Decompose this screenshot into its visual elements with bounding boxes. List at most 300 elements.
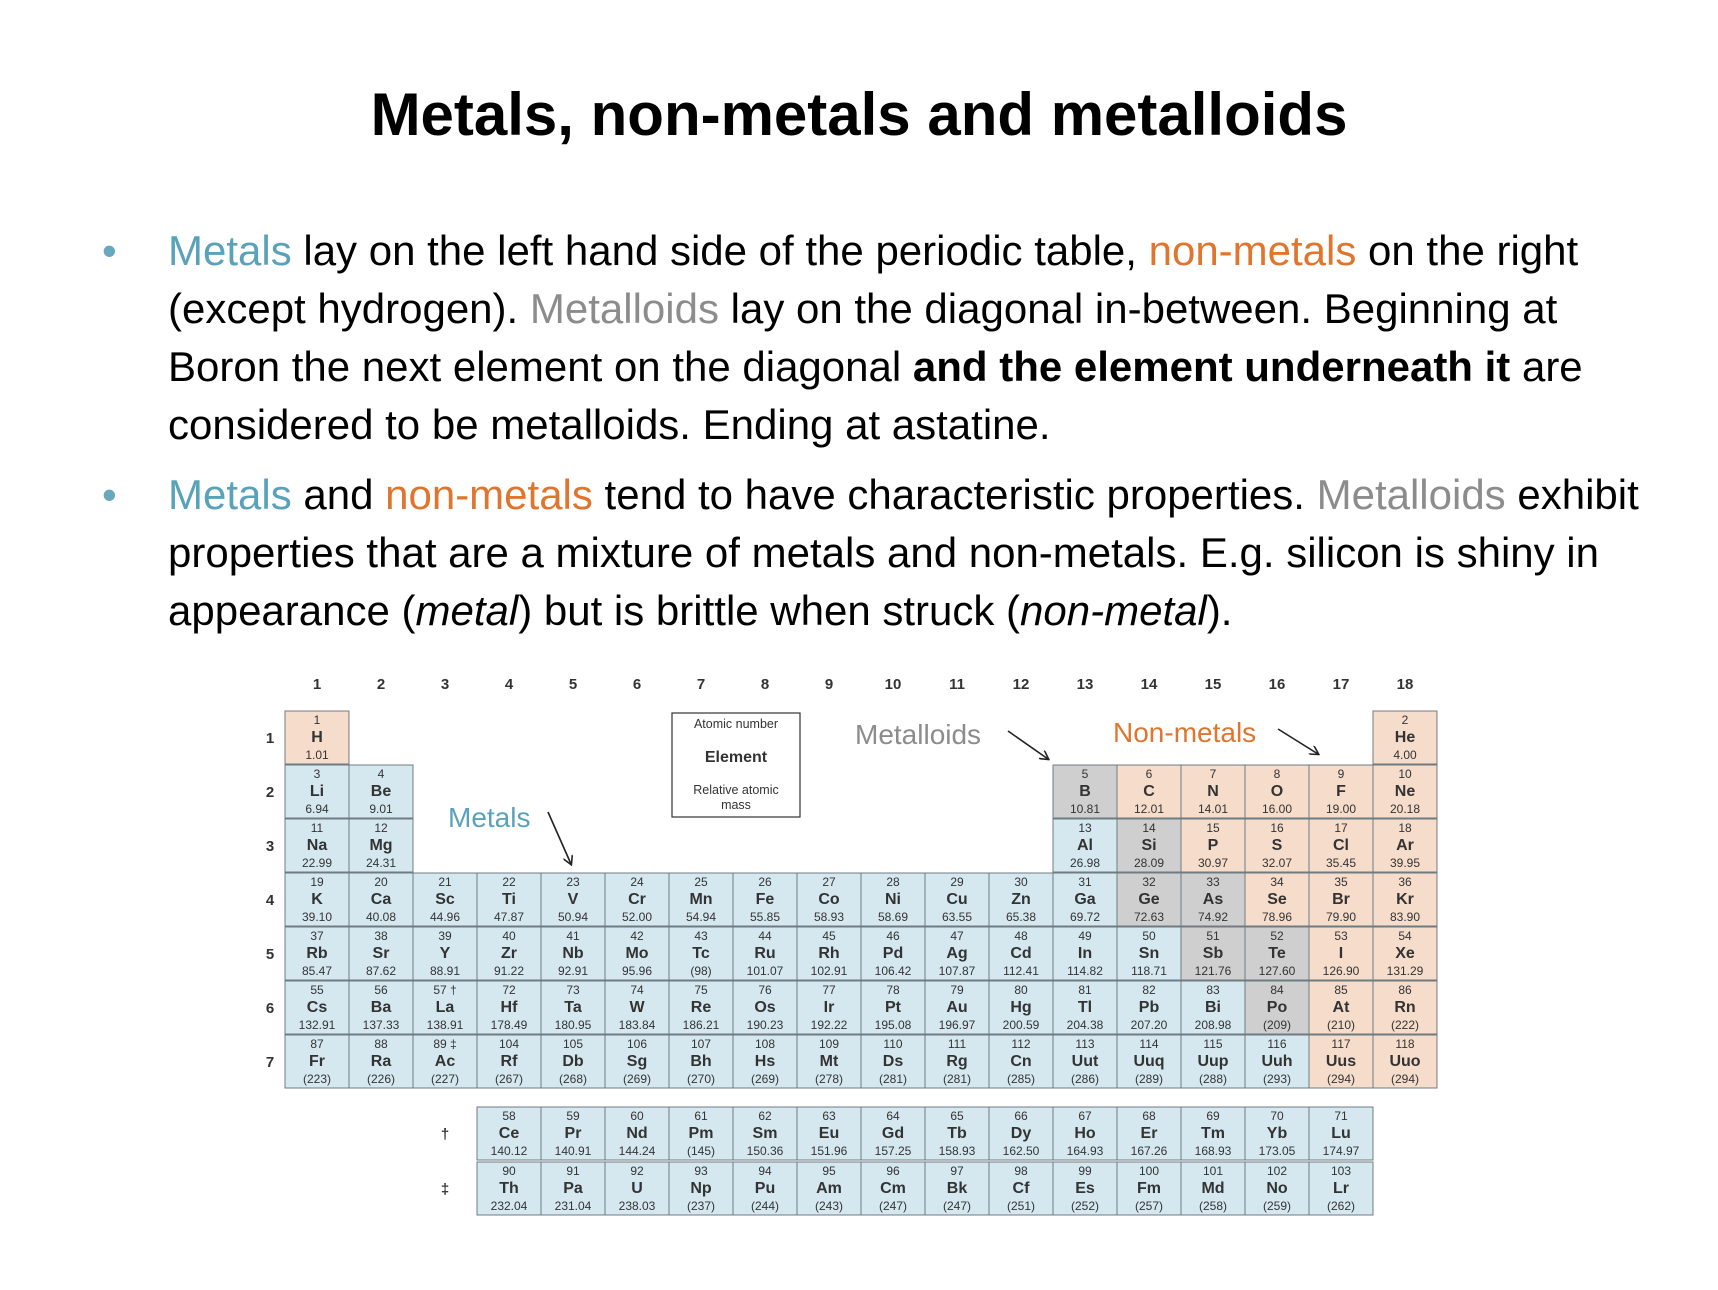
element-symbol: Pr [564, 1125, 582, 1142]
element-symbol: Rf [500, 1053, 518, 1070]
element-symbol: U [631, 1180, 643, 1197]
atomic-mass: 40.08 [365, 910, 397, 924]
nonmetals-arrow-icon [1278, 729, 1318, 754]
element-cell-nb [541, 927, 605, 980]
element-cell-md [1181, 1162, 1245, 1215]
element-cell-ga [1053, 873, 1117, 926]
element-symbol: Pd [882, 945, 904, 962]
element-cell-ra [349, 1035, 413, 1088]
element-cell-i [1309, 927, 1373, 980]
atomic-number: 61 [694, 1109, 708, 1123]
atomic-mass: (269) [622, 1072, 652, 1086]
atomic-mass: 132.91 [298, 1018, 336, 1032]
atomic-mass: (281) [942, 1072, 972, 1086]
element-symbol: Tl [1077, 999, 1093, 1016]
atomic-number: 74 [630, 983, 644, 997]
atomic-mass: (289) [1134, 1072, 1164, 1086]
element-symbol: Cu [946, 891, 968, 908]
atomic-number: 96 [886, 1164, 900, 1178]
element-symbol: Sg [626, 1053, 648, 1070]
atomic-number: 7 [1209, 767, 1217, 781]
atomic-number: 23 [566, 875, 580, 889]
element-cell-er [1117, 1107, 1181, 1160]
atomic-number: 8 [1273, 767, 1281, 781]
atomic-number: 50 [1142, 929, 1156, 943]
element-cell-gd [861, 1107, 925, 1160]
element-symbol: Ac [434, 1053, 456, 1070]
element-cell-he [1373, 711, 1437, 764]
element-symbol: K [311, 891, 323, 908]
atomic-mass: (267) [494, 1072, 524, 1086]
element-symbol: Nd [626, 1125, 648, 1142]
atomic-mass: (286) [1070, 1072, 1100, 1086]
atomic-number: 10 [1398, 767, 1412, 781]
atomic-mass: (223) [302, 1072, 332, 1086]
element-symbol: At [1332, 999, 1350, 1016]
atomic-number: 22 [502, 875, 516, 889]
atomic-mass: 121.76 [1194, 964, 1232, 978]
element-symbol: Cr [628, 891, 646, 908]
element-cell-db [541, 1035, 605, 1088]
atomic-number: 9 [1337, 767, 1345, 781]
atomic-mass: 24.31 [365, 856, 397, 870]
atomic-mass: 12.01 [1133, 802, 1165, 816]
element-cell-cm [861, 1162, 925, 1215]
bullet-text: are considered to be metalloids. Ending at astatine. [168, 343, 1583, 448]
group-label: 9 [824, 676, 834, 693]
element-symbol: Ti [502, 891, 516, 908]
atomic-mass: 28.09 [1133, 856, 1165, 870]
atomic-mass: (259) [1262, 1199, 1292, 1213]
element-cell-tc [669, 927, 733, 980]
element-cell-tb [925, 1107, 989, 1160]
element-cell-se [1245, 873, 1309, 926]
element-cell-fe [733, 873, 797, 926]
atomic-number: 85 [1334, 983, 1348, 997]
atomic-number: 11 [310, 821, 324, 835]
atomic-mass: (294) [1390, 1072, 1420, 1086]
element-symbol: Pb [1138, 999, 1160, 1016]
element-symbol: Rb [306, 945, 328, 962]
element-symbol: Ra [370, 1053, 392, 1070]
atomic-number: 92 [630, 1164, 644, 1178]
atomic-number: 80 [1014, 983, 1028, 997]
atomic-mass: 167.26 [1130, 1144, 1168, 1158]
atomic-mass: 137.33 [362, 1018, 400, 1032]
element-symbol: Lr [1333, 1180, 1349, 1197]
element-cell-uut [1053, 1035, 1117, 1088]
atomic-number: 111 [947, 1037, 967, 1051]
element-symbol: Na [306, 837, 328, 854]
element-cell-n [1181, 765, 1245, 818]
group-label: 3 [440, 676, 450, 693]
atomic-mass: 44.96 [429, 910, 461, 924]
atomic-mass: (226) [366, 1072, 396, 1086]
atomic-number: 110 [883, 1037, 903, 1051]
atomic-number: 63 [822, 1109, 836, 1123]
atomic-number: 99 [1078, 1164, 1092, 1178]
atomic-number: 47 [950, 929, 964, 943]
atomic-mass: (293) [1262, 1072, 1292, 1086]
element-cell-h [285, 711, 349, 764]
element-cell-sc [413, 873, 477, 926]
atomic-number: 2 [1401, 713, 1409, 727]
atomic-number: 43 [694, 929, 708, 943]
atomic-mass: 10.81 [1069, 802, 1101, 816]
atomic-number: 79 [950, 983, 964, 997]
atomic-number: 68 [1142, 1109, 1156, 1123]
element-cell-xe [1373, 927, 1437, 980]
atomic-mass: 55.85 [749, 910, 781, 924]
element-cell-sb [1181, 927, 1245, 980]
atomic-number: 75 [694, 983, 708, 997]
atomic-number: 54 [1398, 929, 1412, 943]
atomic-number: 55 [310, 983, 324, 997]
element-cell-pd [861, 927, 925, 980]
element-symbol: He [1394, 729, 1416, 746]
period-label: 4 [265, 892, 275, 909]
element-symbol: Fm [1137, 1180, 1161, 1197]
element-symbol: F [1336, 783, 1346, 800]
atomic-mass: 39.95 [1389, 856, 1421, 870]
atomic-number: 62 [758, 1109, 772, 1123]
atomic-number: 90 [502, 1164, 516, 1178]
atomic-mass: 162.50 [1002, 1144, 1040, 1158]
atomic-mass: (270) [686, 1072, 716, 1086]
atomic-mass: 54.94 [685, 910, 717, 924]
element-cell-w [605, 981, 669, 1034]
atomic-mass: 200.59 [1002, 1018, 1040, 1032]
element-symbol: Uuh [1261, 1053, 1293, 1070]
element-cell-ag [925, 927, 989, 980]
atomic-mass: 35.45 [1325, 856, 1357, 870]
element-symbol: Br [1332, 891, 1350, 908]
atomic-number: 103 [1330, 1164, 1352, 1178]
atomic-mass: 174.97 [1322, 1144, 1360, 1158]
atomic-number: 70 [1270, 1109, 1284, 1123]
element-symbol: Mo [625, 945, 649, 962]
atomic-mass: (209) [1262, 1018, 1292, 1032]
atomic-mass: 112.41 [1003, 964, 1039, 978]
element-symbol: Uuo [1389, 1053, 1421, 1070]
element-symbol: Er [1140, 1125, 1158, 1142]
atomic-number: 102 [1266, 1164, 1288, 1178]
element-cell-rh [797, 927, 861, 980]
group-label: 13 [1076, 676, 1094, 693]
atomic-mass: 26.98 [1069, 856, 1101, 870]
element-symbol: Db [562, 1053, 584, 1070]
element-cell-al [1053, 819, 1117, 872]
bullet-text: ) but is brittle when struck ( [518, 587, 1021, 634]
element-cell-ta [541, 981, 605, 1034]
element-symbol: Os [754, 999, 776, 1016]
element-cell-v [541, 873, 605, 926]
element-symbol: Zr [501, 945, 517, 962]
element-cell-k [285, 873, 349, 926]
atomic-number: 65 [950, 1109, 964, 1123]
element-cell-pu [733, 1162, 797, 1215]
element-cell-cr [605, 873, 669, 926]
element-symbol: Am [816, 1180, 842, 1197]
atomic-number: 73 [566, 983, 580, 997]
atomic-mass: (278) [814, 1072, 844, 1086]
atomic-number: 72 [502, 983, 516, 997]
atomic-number: 41 [566, 929, 580, 943]
atomic-number: 25 [694, 875, 708, 889]
metalloids-arrow-icon [1008, 731, 1048, 759]
element-symbol: Tm [1201, 1125, 1225, 1142]
atomic-mass: 168.93 [1194, 1144, 1232, 1158]
element-cell-uuh [1245, 1035, 1309, 1088]
element-symbol: Lu [1331, 1125, 1351, 1142]
element-symbol: Md [1201, 1180, 1225, 1197]
element-symbol: Ne [1394, 783, 1416, 800]
element-cell-po [1245, 981, 1309, 1034]
element-symbol: Fr [309, 1053, 325, 1070]
bullet-italic-text: non-metal [1020, 587, 1207, 634]
page-title: Metals, non-metals and metalloids [370, 81, 1348, 148]
element-cell-na [285, 819, 349, 872]
atomic-mass: 178.49 [490, 1018, 528, 1032]
legend-key-mass-line1: Relative atomic [693, 783, 779, 797]
bullet-text: and [291, 471, 386, 518]
element-cell-am [797, 1162, 861, 1215]
period-label: 1 [265, 730, 275, 747]
atomic-number: 30 [1014, 875, 1028, 889]
atomic-number: 84 [1270, 983, 1284, 997]
element-cell-sg [605, 1035, 669, 1088]
atomic-mass: 208.98 [1194, 1018, 1232, 1032]
element-symbol: P [1207, 837, 1219, 854]
atomic-mass: 58.93 [813, 910, 845, 924]
atomic-number: 91 [566, 1164, 580, 1178]
atomic-number: 24 [630, 875, 644, 889]
atomic-number: 5 [1081, 767, 1089, 781]
atomic-mass: 207.20 [1130, 1018, 1168, 1032]
element-cell-fr [285, 1035, 349, 1088]
element-symbol: Hs [754, 1053, 776, 1070]
element-cell-b [1053, 765, 1117, 818]
element-cell-kr [1373, 873, 1437, 926]
atomic-number: 97 [950, 1164, 964, 1178]
element-cell-ni [861, 873, 925, 926]
metalloids-term: Metalloids [529, 285, 719, 332]
group-label: 10 [884, 676, 902, 693]
atomic-number: 29 [950, 875, 964, 889]
legend-key-element: Element [704, 749, 768, 766]
element-cell-nd [605, 1107, 669, 1160]
atomic-number: 64 [886, 1109, 900, 1123]
atomic-mass: 164.93 [1066, 1144, 1104, 1158]
element-symbol: Y [439, 945, 451, 962]
atomic-mass: 196.97 [938, 1018, 976, 1032]
atomic-mass: 79.90 [1325, 910, 1357, 924]
element-cell-ge [1117, 873, 1181, 926]
element-cell-cl [1309, 819, 1373, 872]
element-symbol: Ce [498, 1125, 520, 1142]
element-cell-pa [541, 1162, 605, 1215]
atomic-number: 98 [1014, 1164, 1028, 1178]
nonmetals-term: non-metals [385, 471, 593, 518]
element-cell-br [1309, 873, 1373, 926]
atomic-mass: (247) [942, 1199, 972, 1213]
atomic-number: 4 [377, 767, 385, 781]
atomic-number: 33 [1206, 875, 1220, 889]
group-label: 6 [632, 676, 642, 693]
element-symbol: Sc [435, 891, 455, 908]
element-cell-au [925, 981, 989, 1034]
atomic-mass: 102.91 [810, 964, 848, 978]
element-cell-es [1053, 1162, 1117, 1215]
atomic-mass: 127.60 [1258, 964, 1296, 978]
atomic-mass: (251) [1006, 1199, 1036, 1213]
element-symbol: Sm [752, 1125, 778, 1142]
atomic-mass: 231.04 [554, 1199, 592, 1213]
element-symbol: Uup [1197, 1053, 1229, 1070]
element-cell-os [733, 981, 797, 1034]
atomic-number: 28 [886, 875, 900, 889]
atomic-mass: (210) [1326, 1018, 1356, 1032]
element-cell-rg [925, 1035, 989, 1088]
element-symbol: Ds [882, 1053, 904, 1070]
atomic-number: 44 [758, 929, 772, 943]
element-symbol: Pt [885, 999, 901, 1016]
atomic-number: 12 [374, 821, 388, 835]
element-symbol: Nb [562, 945, 584, 962]
element-symbol: Ge [1138, 891, 1160, 908]
atomic-number: 69 [1206, 1109, 1220, 1123]
atomic-mass: 9.01 [369, 802, 393, 816]
atomic-mass: 50.94 [557, 910, 589, 924]
element-symbol: Bh [690, 1053, 712, 1070]
metalloids-term: Metalloids [1316, 471, 1506, 518]
element-cell-sn [1117, 927, 1181, 980]
metals-arrow-icon [548, 812, 571, 864]
atomic-number: 51 [1206, 929, 1220, 943]
element-symbol: Al [1077, 837, 1093, 854]
element-cell-f [1309, 765, 1373, 818]
element-cell-zn [989, 873, 1053, 926]
element-symbol: Si [1141, 837, 1157, 854]
atomic-number: 49 [1078, 929, 1092, 943]
atomic-mass: 32.07 [1261, 856, 1293, 870]
element-cell-th [477, 1162, 541, 1215]
atomic-number: 71 [1334, 1109, 1348, 1123]
element-cell-tm [1181, 1107, 1245, 1160]
metals-term: Metals [168, 471, 292, 518]
element-cell-hg [989, 981, 1053, 1034]
element-symbol: Rh [818, 945, 840, 962]
element-cell-mo [605, 927, 669, 980]
actinide-marker: ‡ [440, 1181, 450, 1198]
element-symbol: Sn [1138, 945, 1160, 962]
element-symbol: Yb [1266, 1125, 1288, 1142]
element-cell-mg [349, 819, 413, 872]
element-symbol: Np [690, 1180, 712, 1197]
element-cell-s [1245, 819, 1309, 872]
group-label: 8 [760, 676, 770, 693]
atomic-number: 42 [630, 929, 644, 943]
element-symbol: Cs [306, 999, 328, 1016]
element-symbol: Eu [818, 1125, 840, 1142]
atomic-number: 15 [1206, 821, 1220, 835]
bullet-italic-text: metal [415, 587, 519, 634]
group-label: 12 [1012, 676, 1030, 693]
element-cell-pm [669, 1107, 733, 1160]
atomic-number: 58 [502, 1109, 516, 1123]
atomic-number: 116 [1267, 1037, 1287, 1051]
element-symbol: Kr [1396, 891, 1414, 908]
atomic-mass: (288) [1198, 1072, 1228, 1086]
element-cell-ar [1373, 819, 1437, 872]
element-symbol: Bk [946, 1180, 968, 1197]
atomic-mass: 180.95 [554, 1018, 592, 1032]
element-cell-u [605, 1162, 669, 1215]
element-symbol: Li [309, 783, 325, 800]
element-cell-yb [1245, 1107, 1309, 1160]
element-symbol: Sr [372, 945, 390, 962]
atomic-mass: 39.10 [301, 910, 333, 924]
element-cell-uuo [1373, 1035, 1437, 1088]
element-symbol: Ta [564, 999, 582, 1016]
bullet-bold-text: and the element underneath it [912, 343, 1511, 390]
atomic-number: 109 [818, 1037, 840, 1051]
element-symbol: Ir [823, 999, 835, 1016]
atomic-mass: (227) [430, 1072, 460, 1086]
atomic-number: 100 [1138, 1164, 1160, 1178]
element-symbol: Be [370, 783, 392, 800]
atomic-mass: 74.92 [1197, 910, 1229, 924]
group-label: 4 [504, 676, 514, 693]
element-symbol: Tc [692, 945, 710, 962]
element-symbol: Ru [754, 945, 776, 962]
atomic-mass: 158.93 [938, 1144, 976, 1158]
element-cell-be [349, 765, 413, 818]
atomic-mass: 22.99 [301, 856, 333, 870]
group-label: 14 [1140, 676, 1158, 693]
element-cell-uuq [1117, 1035, 1181, 1088]
element-symbol: Uut [1071, 1053, 1099, 1070]
atomic-mass: (145) [686, 1144, 716, 1158]
bullet-text: exhibit properties that are a mixture of metals and non-metals. E.g. silicon is shiny in appearance ( [168, 471, 1639, 634]
atomic-mass: 183.84 [618, 1018, 656, 1032]
legend-key-atomic-number: Atomic number [693, 717, 779, 731]
atomic-number: 77 [822, 983, 836, 997]
element-cell-si [1117, 819, 1181, 872]
atomic-number: 16 [1270, 821, 1284, 835]
element-cell-rf [477, 1035, 541, 1088]
atomic-number: 6 [1145, 767, 1153, 781]
element-symbol: Se [1267, 891, 1287, 908]
element-cell-sr [349, 927, 413, 980]
atomic-mass: 58.69 [877, 910, 909, 924]
element-symbol: Bi [1205, 999, 1221, 1016]
atomic-mass: 78.96 [1261, 910, 1293, 924]
atomic-mass: 190.23 [746, 1018, 784, 1032]
atomic-mass: 91.22 [493, 964, 525, 978]
element-symbol: Re [690, 999, 712, 1016]
atomic-number: 78 [886, 983, 900, 997]
atomic-mass: 140.91 [554, 1144, 592, 1158]
atomic-number: 21 [438, 875, 452, 889]
bullet-text: lay on the left hand side of the periodic table, [291, 227, 1149, 274]
atomic-number: 45 [822, 929, 836, 943]
group-label: 7 [696, 676, 706, 693]
period-label: 7 [265, 1054, 275, 1071]
atomic-number: 88 [374, 1037, 388, 1051]
element-cell-hf [477, 981, 541, 1034]
element-symbol: Te [1268, 945, 1286, 962]
